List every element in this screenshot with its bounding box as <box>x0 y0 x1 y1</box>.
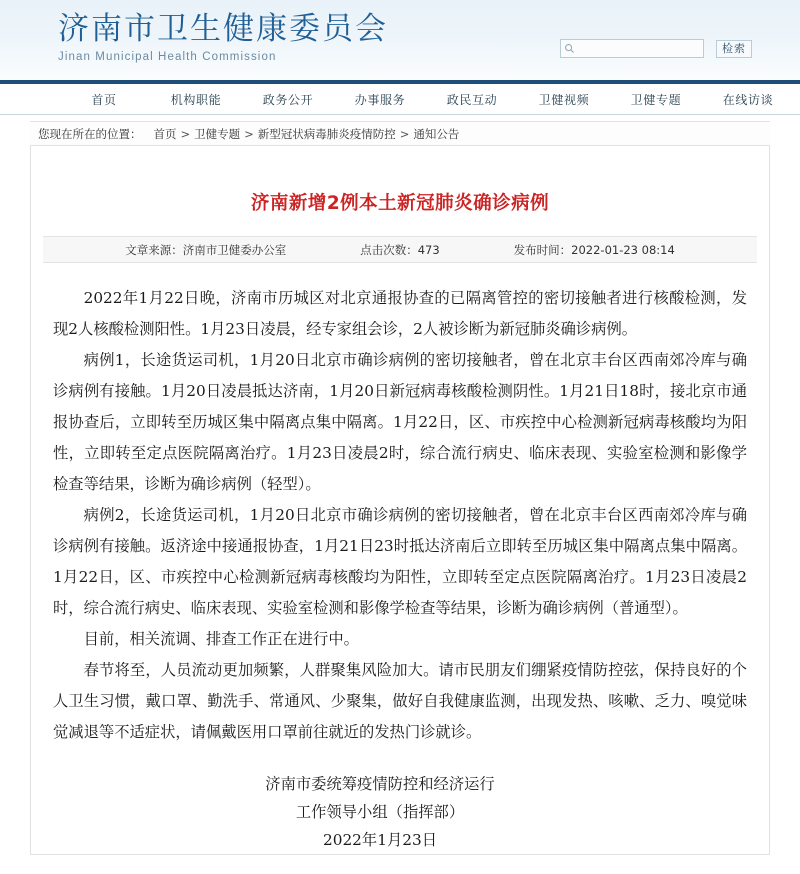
article-source: 文章来源：济南市卫健委办公室 <box>125 242 287 257</box>
signature-organization: 济南市委统筹疫情防控和经济运行 <box>265 775 495 794</box>
article-meta-bar <box>43 236 757 263</box>
breadcrumb <box>30 121 770 146</box>
article-paragraph-advisory: 春节将至，人员流动更加频繁，人群聚集风险加大。请市民朋友们绷紧疫情防控弦，保持良好的个人卫生习惯，戴口罩、勤洗手、常通风、少聚集，做好自我健康监测，出现发热、咳嗽、乏力、嗅觉味觉减退等不适症状，请佩戴医用口罩前往就近的发热门诊就诊。 <box>53 661 747 742</box>
search-input[interactable] <box>575 42 690 56</box>
article-paragraph-intro: 2022年1月22日晚，济南市历城区对北京通报协查的已隔离管控的密切接触者进行核酸检测，发现2人核酸检测阳性。1月23日凌晨，经专家组会诊，2人被诊断为新冠肺炎确诊病例。 <box>53 289 747 339</box>
breadcrumb-separator-icon: > <box>399 126 410 141</box>
nav-item-online-interview[interactable]: 在线访谈 <box>722 92 774 107</box>
site-title-en: Jinan Municipal Health Commission <box>58 50 277 63</box>
article-paragraph-case-1: 病例1，长途货运司机，1月20日北京市确诊病例的密切接触者，曾在北京丰台区西南郊冷库与确诊病例有接触。1月20日凌晨抵达济南，1月20日新冠病毒核酸检测阴性。1月21日18时，接北京市通报协查后，立即转至历城区集中隔离点集中隔离。1月22日，区、市疾控中心检测新冠病毒核酸均为阳性，立即转至定点医院隔离治疗。1月23日凌晨2时，综合流行病史、临床表现、实验室检测和影像学检查等结果，诊断为确诊病例（轻型）。 <box>53 351 747 494</box>
nav-item-home[interactable]: 首页 <box>91 92 117 107</box>
search-area <box>560 39 752 58</box>
breadcrumb-item-covid-prevention[interactable]: 新型冠状病毒肺炎疫情防控 <box>257 126 396 141</box>
nav-item-interaction[interactable]: 政民互动 <box>446 92 498 107</box>
breadcrumb-separator-icon: > <box>244 126 254 141</box>
article-paragraph-case-2: 病例2，长途货运司机，1月20日北京市确诊病例的密切接触者，曾在北京丰台区西南郊冷库与确诊病例有接触。返济途中接通报协查，1月21日23时抵达济南后立即转至历城区集中隔离点集中隔离。1月22日，区、市疾控中心检测新冠病毒核酸均为阳性，立即转至定点医院隔离治疗。1月23日凌晨2时，综合流行病史、临床表现、实验室检测和影像学检查等结果，诊断为确诊病例（普通型）。 <box>53 506 747 618</box>
signature-date: 2022年1月23日 <box>322 831 438 850</box>
nav-item-videos[interactable]: 卫健视频 <box>538 92 590 107</box>
site-logo[interactable] <box>58 12 388 63</box>
breadcrumb-item-announcements[interactable]: 通知公告 <box>413 126 460 141</box>
signature-group: 工作领导小组（指挥部） <box>295 803 465 822</box>
nav-item-services[interactable]: 办事服务 <box>354 92 406 107</box>
nav-item-organization[interactable]: 机构职能 <box>170 92 222 107</box>
search-button[interactable]: 检索 <box>716 40 752 58</box>
main-navigation <box>0 84 800 115</box>
article-view-count: 点击次数：473 <box>360 242 440 257</box>
search-icon <box>564 43 575 54</box>
nav-item-government-affairs[interactable]: 政务公开 <box>262 92 314 107</box>
article-body <box>31 263 769 854</box>
nav-item-topics[interactable]: 卫健专题 <box>630 92 682 107</box>
site-header <box>0 0 800 80</box>
article-publish-time: 发布时间：2022-01-23 08:14 <box>513 242 675 257</box>
breadcrumb-item-home[interactable]: 首页 <box>153 126 177 141</box>
article-signature <box>53 770 747 854</box>
page-title: 济南新增2例本土新冠肺炎确诊病例 <box>250 193 550 214</box>
search-field[interactable] <box>560 39 704 58</box>
breadcrumb-label: 您现在所在的位置： <box>38 126 142 141</box>
article-container <box>30 146 770 855</box>
breadcrumb-item-topics[interactable]: 卫健专题 <box>194 126 241 141</box>
breadcrumb-separator-icon: > <box>180 126 191 141</box>
site-title-cn: 济南市卫生健康委员会 <box>58 11 388 47</box>
article-paragraph-status: 目前，相关流调、排查工作正在进行中。 <box>83 630 359 649</box>
